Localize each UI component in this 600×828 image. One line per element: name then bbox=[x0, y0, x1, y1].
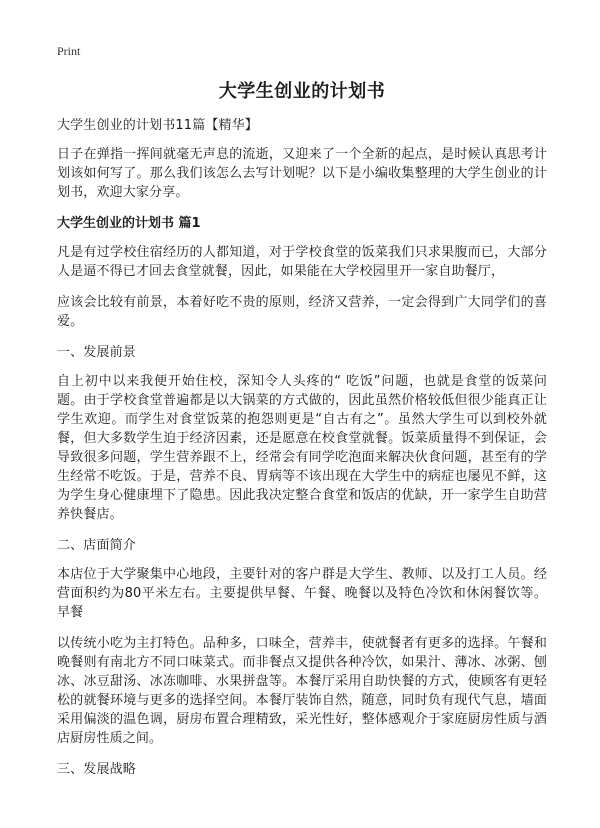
section-title: 大学生创业的计划书 篇1 bbox=[57, 216, 201, 231]
paragraph-5: 以传统小吃为主打特色。品种多，口味全，营养丰，使就餐者有更多的选择。午餐和晚餐则有南北方不同口味菜式。而非餐点又提供各种冷饮，如果汁、薄冰、冰粥、刨冰、冰豆甜汤、冰冻咖啡、水果拼盘等。本餐厅采用自助快餐的方式，使顾客有更轻松的就餐环境与更多的选择空间。本餐厅装饰自然，随意，同时负有现代气息，墙面采用偏淡的温色调，厨房布置合理精致，采光性好，整体感观介于家庭厨房性质与酒店厨房性质之间。 bbox=[57, 636, 547, 746]
document-subtitle: 大学生创业的计划书11篇【精华】 bbox=[57, 118, 258, 133]
paragraph-3: 自上初中以来我便开始住校，深知令人头疼的“ 吃饭”问题，也就是食堂的饭菜问题。由于学校食堂普遍都是以大锅菜的方式做的，因此虽然价格较低但很少能真正让学生欢迎。而学生对食堂饭菜的抱怨则更是“自古有之”。虽然大学生可以到校外就餐，但大多数学生迫于经济因素，还是愿意在校食堂就餐。饭菜质量得不到保证，会导致很多问题，学生营养跟不上，经常会有同学吃泡面来解决伙食问题，甚至有的学生经常不吃饭。于是，营养不良、胃病等不该出现在大学生中的病症也屡见不鲜，这为学生身心健康埋下了隐患。因此我决定整合食堂和饭店的优缺，开一家学生自助营养快餐店。 bbox=[57, 374, 547, 522]
heading-development-prospects: 一、发展前景 bbox=[57, 345, 136, 360]
document-body bbox=[57, 82, 547, 789]
print-link[interactable]: Print bbox=[57, 44, 81, 58]
heading-store-introduction: 二、店面简介 bbox=[57, 538, 136, 553]
heading-development-strategy: 三、发展战略 bbox=[57, 762, 136, 777]
paragraph-2: 应该会比较有前景，本着好吃不贵的原则，经济又营养，一定会得到广大同学们的喜爱。 bbox=[57, 295, 547, 329]
paragraph-4: 本店位于大学聚集中心地段，主要针对的客户群是大学生、教师、以及打工人员。经营面积约为80平米左右。主要提供早餐、午餐、晚餐以及特色冷饮和休闲餐饮等。早餐 bbox=[57, 567, 547, 620]
paragraph-1: 凡是有过学校住宿经历的人都知道，对于学校食堂的饭菜我们只求果腹而已，大部分人是逼不得已才回去食堂就餐，因此，如果能在大学校园里开一家自助餐厅， bbox=[57, 245, 547, 279]
intro-paragraph: 日子在弹指一挥间就毫无声息的流逝，又迎来了一个全新的起点，是时候认真思考计划该如何写了。那么我们该怎么去写计划呢？以下是小编收集整理的大学生创业的计划书，欢迎大家分享。 bbox=[57, 147, 547, 200]
page-title: 大学生创业的计划书 bbox=[218, 81, 386, 102]
